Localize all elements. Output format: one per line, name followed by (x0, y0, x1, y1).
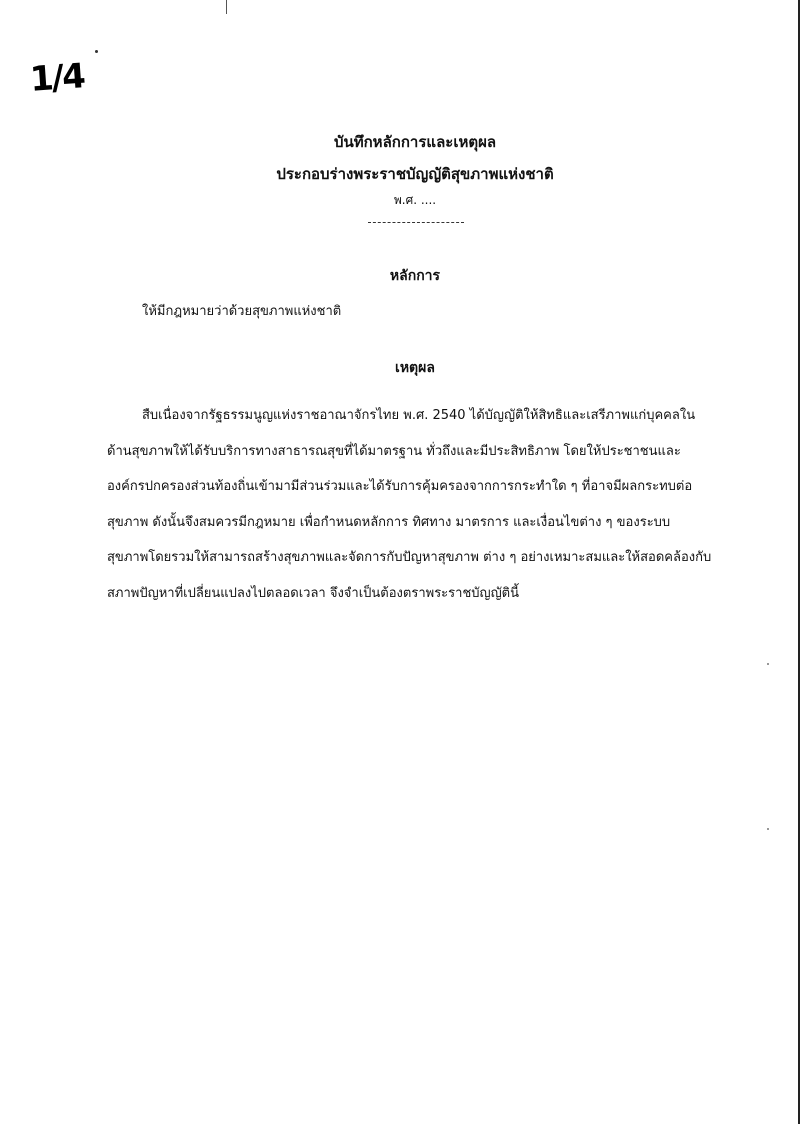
title-divider (368, 222, 464, 223)
reason-paragraph-line: องค์กรปกครองส่วนท้องถิ่นเข้ามามีส่วนร่วมและได้รับการคุ้มครองจากการกระทำใด ๆ ที่อาจมีผลกระทบต่อ (107, 479, 693, 494)
scan-speck (767, 663, 769, 665)
reason-paragraph-line: ด้านสุขภาพให้ได้รับบริการทางสาธารณสุขที่ได้มาตรฐาน ทั่วถึงและมีประสิทธิภาพ โดยให้ประชาชนและ (107, 444, 681, 459)
scan-speck (95, 50, 98, 53)
reason-paragraph-line: สืบเนื่องจากรัฐธรรมนูญแห่งราชอาณาจักรไทย พ.ศ. 2540 ได้บัญญัติให้สิทธิและเสรีภาพแก่บุคคลใน (142, 408, 696, 423)
reason-paragraph-line: สุขภาพโดยรวมให้สามารถสร้างสุขภาพและจัดการกับปัญหาสุขภาพ ต่าง ๆ อย่างเหมาะสมและให้สอดคล้องกับ (107, 550, 712, 565)
document-subtitle: ประกอบร่างพระราชบัญญัติสุขภาพแห่งชาติ (276, 165, 554, 183)
handwritten-page-mark: 1/4 (28, 56, 86, 100)
scan-speck (767, 828, 769, 830)
document-year: พ.ศ. .... (393, 193, 437, 207)
scan-artifact-top (226, 0, 227, 14)
reason-paragraph-line: สุขภาพ ดังนั้นจึงสมควรมีกฎหมาย เพื่อกำหนดหลักการ ทิศทาง มาตรการ และเงื่อนไขต่าง ๆ ของระบบ (107, 515, 671, 530)
principle-text: ให้มีกฎหมายว่าด้วยสุขภาพแห่งชาติ (142, 304, 342, 319)
reason-heading: เหตุผล (395, 360, 435, 376)
principle-heading: หลักการ (389, 268, 441, 284)
reason-paragraph-line: สภาพปัญหาที่เปลี่ยนแปลงไปตลอดเวลา จึงจำเป็นต้องตราพระราชบัญญัตินี้ (107, 586, 520, 601)
document-title: บันทึกหลักการและเหตุผล (333, 133, 497, 151)
